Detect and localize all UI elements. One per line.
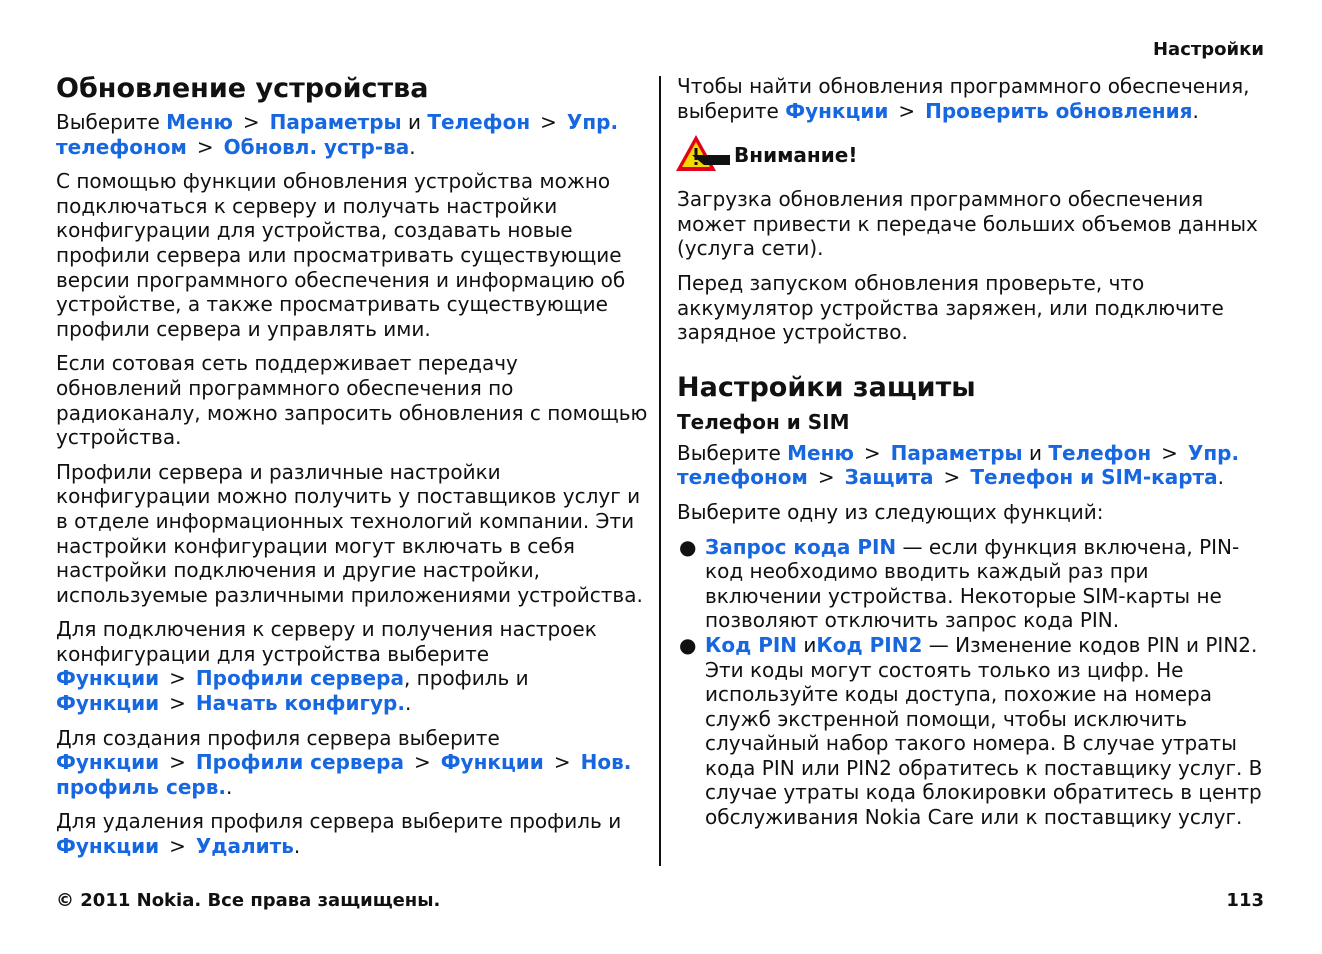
text: . [293, 834, 301, 859]
section-title-security: Настройки защиты [677, 371, 976, 403]
text: . [225, 774, 233, 799]
link-phone[interactable]: Телефон [1048, 440, 1152, 465]
paragraph-ota: Если сотовая сеть поддерживает передачу обновлений программного обеспечения по радиоканалу, можно запросить обновления с помощью устройства. [56, 351, 648, 450]
text: Чтобы найти обновления программного обеспечения, выберите [677, 74, 1250, 123]
warning-triangle-icon [674, 133, 734, 178]
section-title-device-update: Обновление устройства [56, 73, 429, 104]
path-separator: > [242, 110, 260, 134]
right-column [677, 74, 1269, 830]
menu-path-phone-sim [677, 441, 1269, 490]
link-phone-management[interactable]: Упр. телефоном [677, 440, 1240, 490]
warning-heading [674, 135, 1269, 175]
path-separator: > [553, 750, 571, 775]
path-separator: > [169, 691, 186, 716]
paragraph-intro: С помощью функции обновления устройства можно подключаться к серверу и получать настройки конфигурации для устройства, создавать новые профили сервера или просматривать существующие версии программного обеспечения и информацию об устройстве, а также просматривать существующие профили сервера и управлять ими. [56, 169, 626, 341]
page-number: 113 [1226, 890, 1264, 911]
link-options[interactable]: Функции [56, 750, 160, 775]
link-phone-management[interactable]: Упр. телефоном [56, 110, 619, 159]
text: и [401, 110, 428, 134]
text: . [404, 691, 412, 716]
bullet-icon: ● [679, 534, 697, 559]
link-parameters[interactable]: Параметры [890, 440, 1023, 465]
text: — если функция включена, PIN-код необходимо вводить каждый раз при включении устройства. Некоторые SIM-карты не позволяют отключить запрос кода PIN. [705, 534, 1240, 633]
link-options[interactable]: Функции [440, 750, 544, 775]
running-header: Настройки [1152, 39, 1264, 60]
path-separator: > [540, 110, 557, 134]
path-separator: > [943, 465, 961, 490]
link-menu[interactable]: Меню [166, 110, 233, 134]
text: и [1022, 440, 1049, 465]
link-options[interactable]: Функции [56, 691, 160, 716]
text: — Изменение кодов PIN и PIN2. Эти коды могут состоять только из цифр. Не используйте коды доступа, похожие на номера служб экстренной помощи, чтобы исключить случайный набор такого номера. В случае утраты кода PIN или PIN2 обратитесь к поставщику услуг. В случае утраты кода блокировки обратитесь в центр обслуживания Nokia Care или к поставщику услуг. [705, 632, 1263, 830]
text: , профиль и [403, 666, 529, 691]
list-item [677, 535, 1269, 633]
path-separator: > [413, 750, 431, 775]
link-phone-sim-card[interactable]: Телефон и SIM-карта [970, 465, 1218, 490]
paragraph-data-warning: Загрузка обновления программного обеспечения может привести к передаче больших объемов данных (услуга сети). [677, 187, 1258, 261]
link-options[interactable]: Функции [56, 834, 160, 859]
subsection-title-phone-sim: Телефон и SIM [677, 409, 850, 434]
warning-label: Внимание! [734, 143, 858, 168]
text: Для удаления профиля сервера выберите профиль и [56, 809, 622, 834]
paragraph-profiles: Профили сервера и различные настройки конфигурации можно получить у поставщиков услуг и в отделе информационных технологий компании. Эти настройки конфигурации могут включать в себя настройки подключения и другие настройки, используемые различными приложениями устройства. [56, 459, 643, 607]
path-separator: > [817, 465, 835, 490]
link-pin2-code[interactable]: Код PIN2 [816, 632, 923, 657]
text: Выберите [56, 110, 167, 134]
paragraph-delete-profile [56, 809, 648, 858]
link-phone[interactable]: Телефон [427, 110, 531, 134]
link-delete[interactable]: Удалить [195, 834, 294, 859]
text: Выберите [677, 440, 788, 465]
footer-copyright: © 2011 Nokia. Все права защищены. [56, 890, 441, 911]
list-item [677, 633, 1269, 830]
text: Для подключения к серверу и получения настроек конфигурации для устройства выберите [56, 617, 597, 666]
paragraph-check-updates [677, 74, 1269, 123]
column-divider [659, 76, 661, 866]
text: . [1217, 465, 1224, 490]
text: Для создания профиля сервера выберите [56, 725, 500, 750]
path-separator: > [898, 98, 916, 123]
link-pin-code[interactable]: Код PIN [705, 632, 798, 657]
link-new-server-profile[interactable]: Нов. профиль серв. [56, 750, 632, 799]
menu-path-device-update [56, 110, 648, 159]
path-separator: > [863, 440, 881, 465]
bullet-icon: ● [679, 632, 697, 657]
path-separator: > [169, 750, 186, 775]
link-options[interactable]: Функции [56, 666, 160, 691]
paragraph-choose-function: Выберите одну из следующих функций: [677, 499, 1104, 524]
link-server-profiles[interactable]: Профили сервера [195, 750, 404, 775]
link-check-updates[interactable]: Проверить обновления [925, 98, 1193, 123]
link-server-profiles[interactable]: Профили сервера [195, 666, 404, 691]
path-separator: > [169, 666, 186, 691]
function-list [677, 535, 1269, 830]
path-separator: > [196, 134, 214, 159]
text: и [797, 632, 817, 657]
link-pin-request[interactable]: Запрос кода PIN [705, 534, 897, 559]
path-separator: > [1161, 440, 1178, 465]
text: . [409, 134, 416, 159]
link-security[interactable]: Защита [844, 465, 934, 490]
paragraph-create-profile [56, 726, 648, 800]
paragraph-connect-server [56, 617, 648, 715]
link-parameters[interactable]: Параметры [269, 110, 402, 134]
path-separator: > [169, 834, 186, 859]
link-menu[interactable]: Меню [787, 440, 854, 465]
link-options[interactable]: Функции [785, 98, 889, 123]
text: . [1192, 98, 1199, 123]
left-column [56, 72, 648, 869]
link-device-update[interactable]: Обновл. устр-ва [223, 134, 410, 159]
paragraph-battery: Перед запуском обновления проверьте, что аккумулятор устройства заряжен, или подключите зарядное устройство. [677, 270, 1224, 345]
link-start-config[interactable]: Начать конфигур. [195, 691, 405, 716]
